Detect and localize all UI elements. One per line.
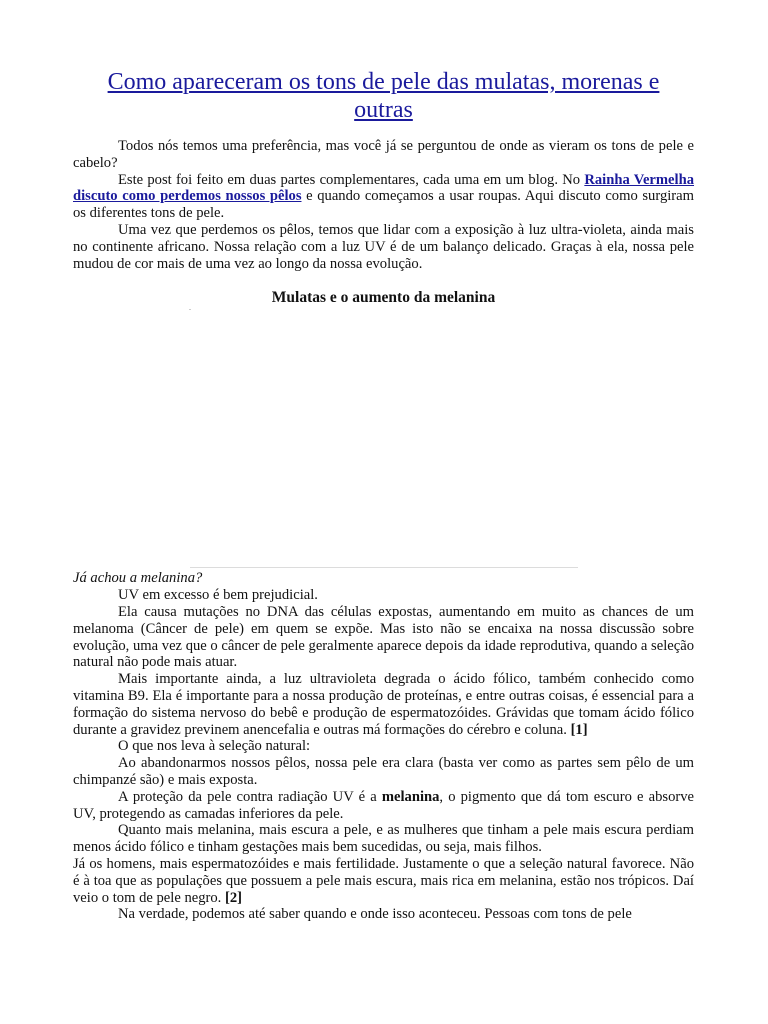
rainha-vermelha-link[interactable]: Rainha Vermelha discuto como perdemos nossos pêlos [73,171,695,205]
body-paragraph-7: Quanto mais melanina, mais escura a pele, e as mulheres que tinham a pele mais escura perdiam menos ácido fólico e tinham gestações mais bem sucedidas, ou seja, mais filhos. [73,822,694,856]
reference-1[interactable]: [1] [570,721,588,738]
body-paragraph-6 [73,789,694,823]
body-p8-text: Já os homens, mais espermatozóides e mais fertilidade. Justamente o que a seleção natural favorece. Não é à toa que as populações que possuem a pele mais escura, mais rica em melanina, estão nos trópicos. Daí veio o tom de pele negro. [73,855,694,906]
intro-paragraph-2 [73,172,694,222]
melanin-image-placeholder [73,308,694,570]
body-paragraph-5: Ao abandonarmos nossos pêlos, nossa pele era clara (basta ver como as partes sem pêlo de um chimpanzé são) e mais exposta. [73,755,694,788]
body-paragraph-2: Ela causa mutações no DNA das células expostas, aumentando em muito as chances de um melanoma (Câncer de pele) em quem se expõe. Mas isto não se encaixa na nossa discussão sobre evolução, uma vez que o câncer de pele geralmente aparece depois da idade reprodutiva, quando a seleção natural não pode mais atuar. [73,603,694,671]
body-paragraph-9: Na verdade, podemos até saber quando e onde isso aconteceu. Pessoas com tons de pele [118,906,632,923]
body-paragraph-3 [73,671,694,738]
body-paragraph-1: UV em excesso é bem prejudicial. [118,587,318,604]
reference-2[interactable]: [2] [224,889,243,906]
section-heading: Mulatas e o aumento da melanina [271,289,496,307]
melanina-bold: melanina [381,788,440,805]
image-caption: Já achou a melanina? [73,570,203,587]
document-page [73,68,694,923]
body-paragraph-4: O que nos leva à seleção natural: [118,738,311,755]
page-title[interactable]: Como apareceram os tons de pele das mulatas, morenas e outras [107,69,660,123]
image-bottom-rule [190,567,578,568]
intro-paragraph-1: Todos nós temos uma preferência, mas você já se perguntou de onde as vieram os tons de pele e cabelo? [73,138,694,171]
body-p6-text: A proteção da pele contra radiação UV é a [118,788,382,805]
intro-p2-text: Este post foi feito em duas partes complementares, cada uma em um blog. No [118,171,585,188]
intro-paragraph-3: Uma vez que perdemos os pêlos, temos que lidar com a exposição à luz ultra-violeta, ainda mais no continente africano. Nossa relação com a luz UV é de um balanço delicado. Graças à ela, nossa pele mudou de cor mais de uma vez ao longo da nossa evolução. [73,221,694,272]
body-p6-text-after: , o pigmento que dá tom escuro e absorve UV, protegendo as camadas inferiores da pele. [73,788,694,822]
image-speck [189,309,191,310]
intro-p2-text-after: e quando começamos a usar roupas. Aqui discuto como surgiram os diferentes tons de pele. [73,188,694,222]
body-paragraph-8 [73,856,694,906]
body-p3-text: Mais importante ainda, a luz ultravioleta degrada o ácido fólico, também conhecido como vitamina B9. Ela é importante para a nossa produção de proteínas, e entre outras coisas, é essencial para a formação do sistema nervoso do bebê e produção de espermatozóides. Grávidas que tomam ácido fólico durante a gravidez previnem anencefalia e outras má formações do cérebro e coluna. [73,671,694,738]
